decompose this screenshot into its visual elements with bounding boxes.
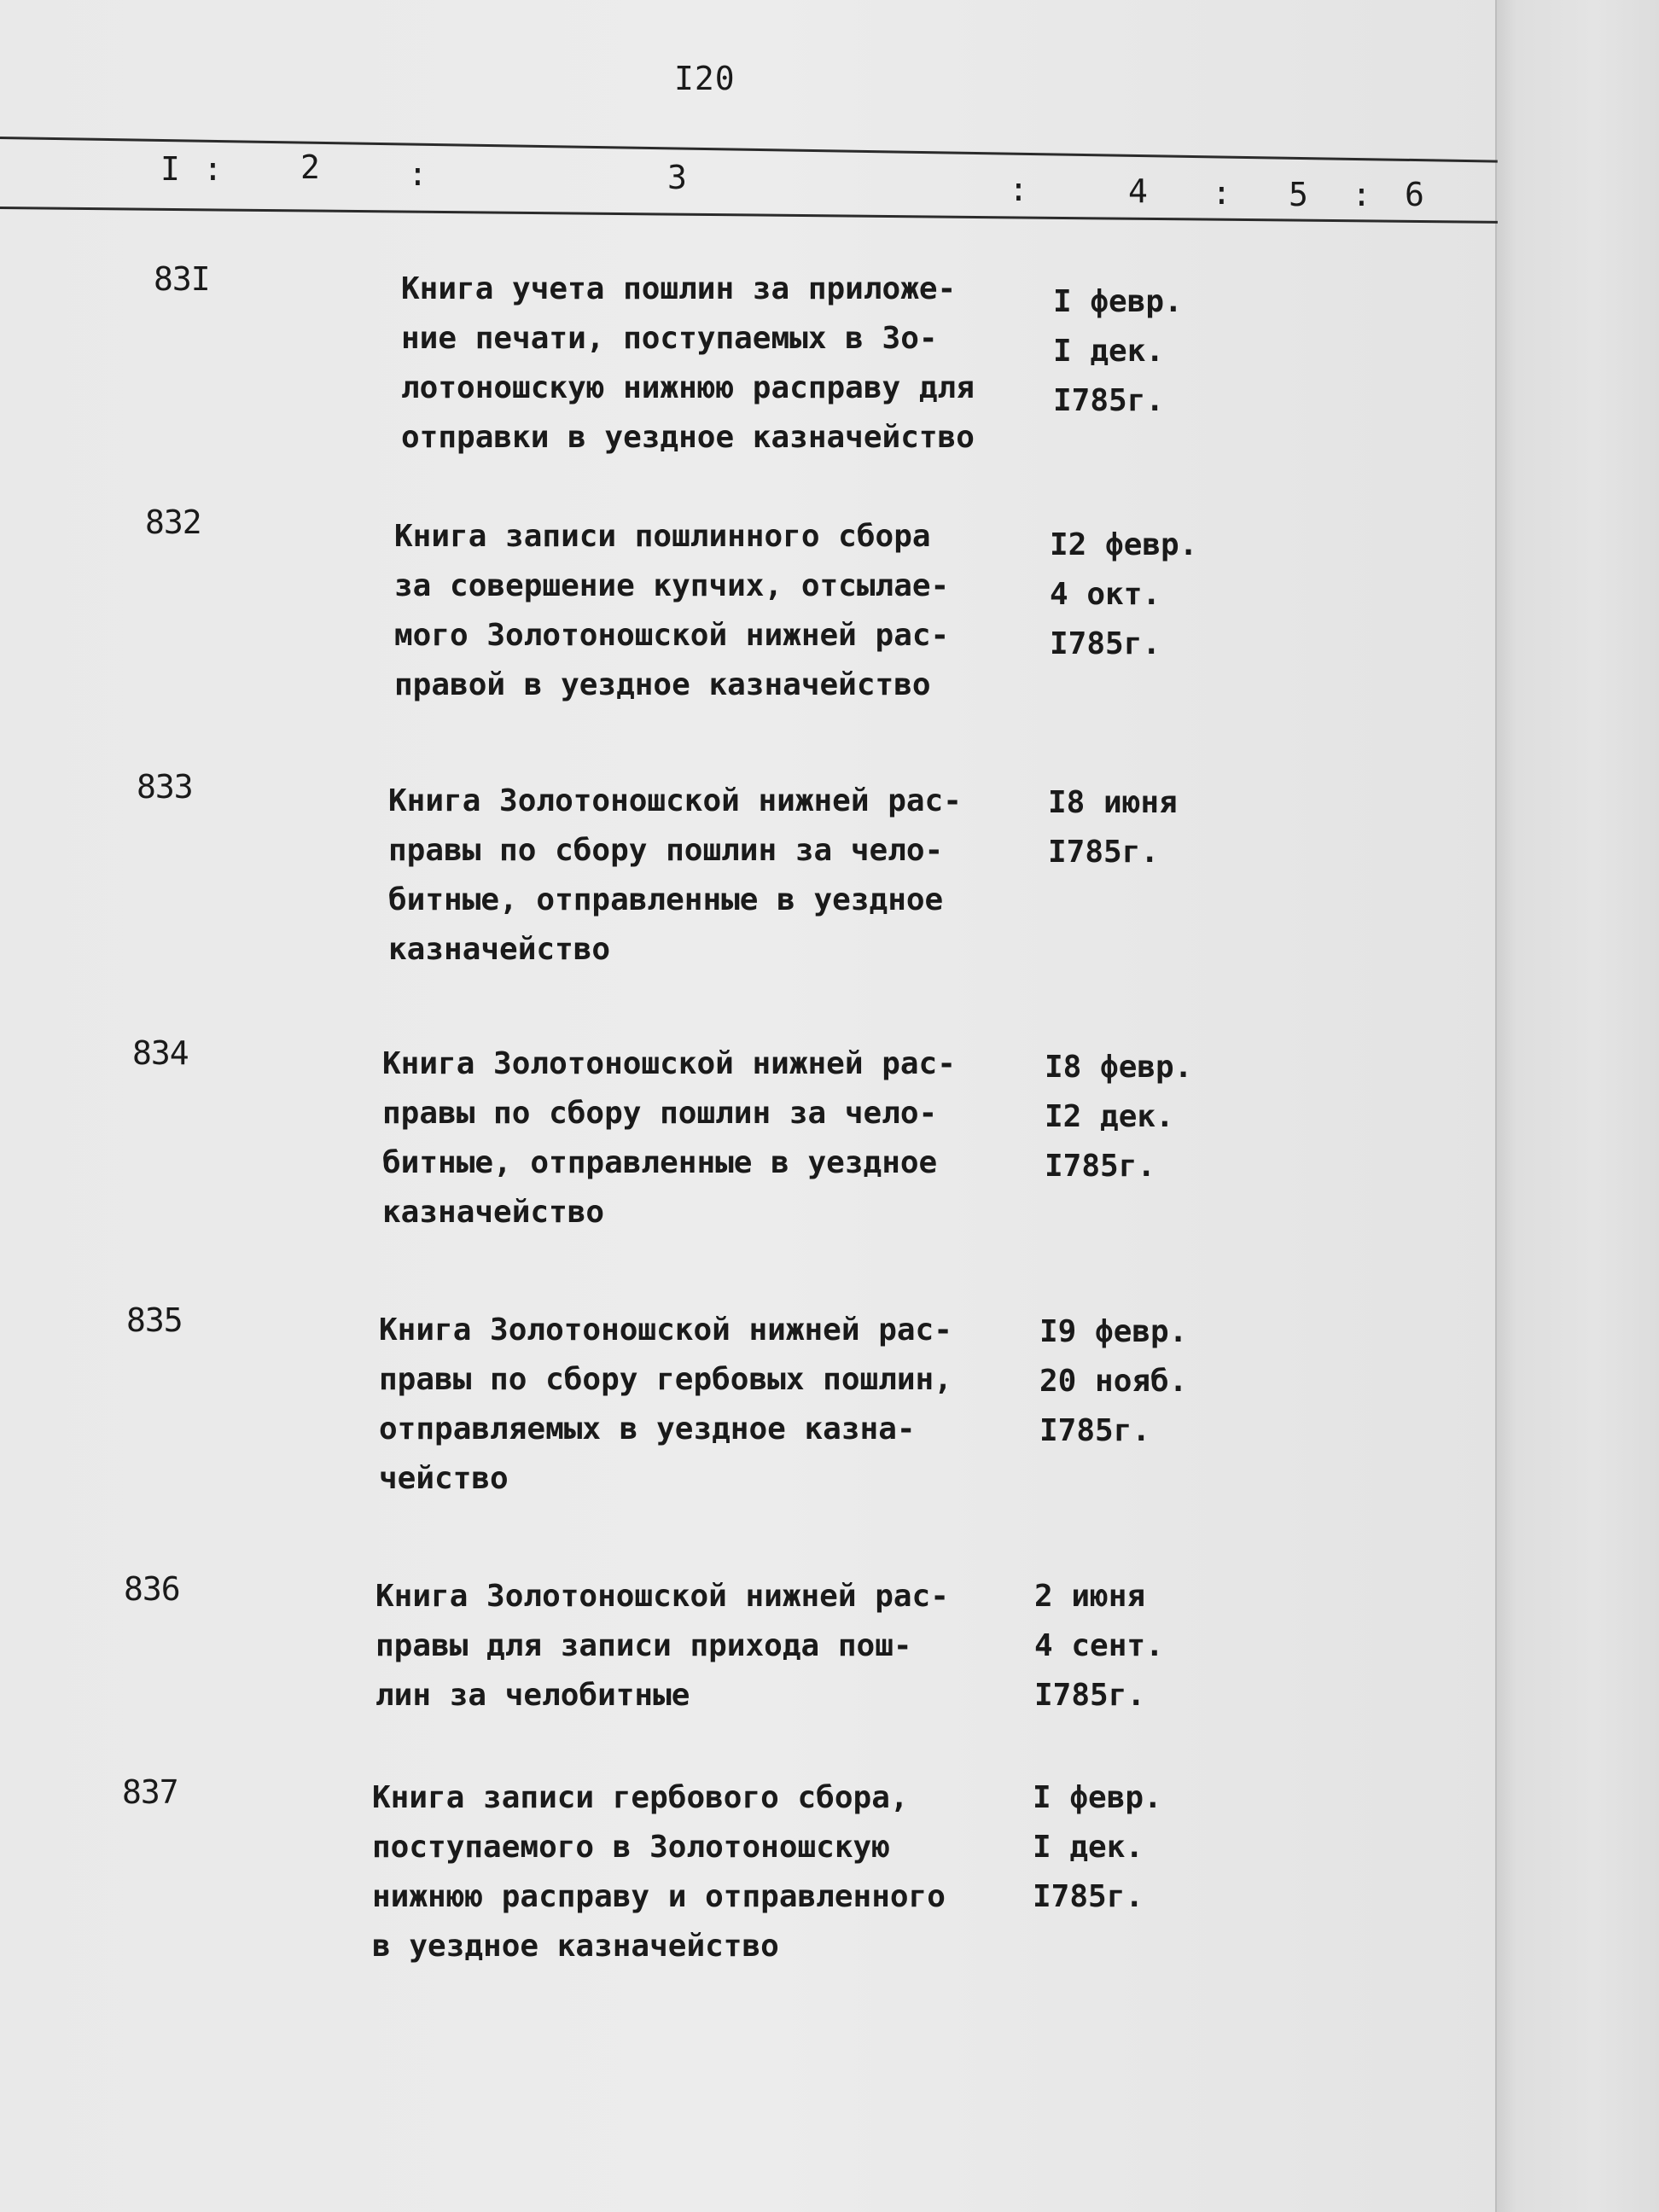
column-separator: : [1352, 176, 1371, 213]
column-header-2: 2 [300, 148, 320, 186]
record-title-line: Книга Золотоношской нижней рас- [382, 1046, 956, 1081]
record-title-line: правой в уездное казначейство [394, 667, 931, 702]
record-number: 836 [124, 1570, 180, 1608]
record-dates [1045, 1043, 1192, 1191]
record-number: 83I [154, 260, 210, 298]
record-date-line: I785г. [1050, 626, 1161, 661]
record-dates [1048, 778, 1178, 877]
column-separator: : [408, 155, 428, 193]
record-title-line: лин за челобитные [375, 1678, 690, 1713]
record-title-line: Книга Золотоношской нижней рас- [388, 783, 962, 818]
record-title-line: правы по сбору пошлин за чело- [388, 833, 944, 868]
record-title-line: отправляемых в уездное казна- [379, 1412, 916, 1447]
record-date-line: I дек. [1053, 334, 1165, 369]
record-title-line: лотоношскую нижнюю расправу для [401, 370, 975, 405]
record-dates [1053, 277, 1183, 426]
record-title-line: мого Золотоношской нижней рас- [394, 618, 950, 653]
record-date-line: I февр. [1033, 1780, 1162, 1815]
record-title-line: казначейство [382, 1195, 605, 1230]
record-title-line: в уездное казначейство [372, 1929, 779, 1964]
column-separator: : [1009, 171, 1028, 208]
record-title-line: битные, отправленные в уездное [382, 1145, 938, 1180]
record-date-line: I785г. [1033, 1879, 1144, 1914]
record-date-line: I дек. [1033, 1830, 1144, 1865]
record-date-line: I785г. [1039, 1413, 1151, 1448]
record-title-line: за совершение купчих, отсылае- [394, 568, 950, 603]
column-header-5: 5 [1289, 176, 1308, 213]
column-header-6: 6 [1405, 176, 1424, 213]
record-date-line: I785г. [1048, 835, 1160, 870]
record-title-line: казначейство [388, 932, 611, 967]
record-title [388, 777, 962, 975]
record-date-line: I февр. [1053, 284, 1183, 319]
record-title-line: правы по сбору пошлин за чело- [382, 1096, 938, 1131]
record-title-line: ние печати, поступаемых в Зо- [401, 321, 938, 356]
record-number: 833 [137, 768, 193, 806]
record-dates [1039, 1307, 1187, 1456]
record-title-line: битные, отправленные в уездное [388, 882, 944, 917]
page-number: I20 [674, 60, 736, 97]
record-number: 837 [122, 1773, 178, 1811]
record-title [379, 1306, 952, 1504]
record-title-line: поступаемого в Золотоношскую [372, 1830, 890, 1865]
record-dates [1034, 1572, 1164, 1720]
column-separator: : [203, 150, 223, 188]
column-header-3: 3 [667, 159, 687, 196]
record-number: 835 [126, 1301, 183, 1339]
record-date-line: I2 февр. [1050, 527, 1198, 562]
record-title [372, 1773, 946, 1971]
record-date-line: I8 июня [1048, 785, 1178, 820]
record-dates [1033, 1773, 1162, 1922]
record-title-line: Книга Золотоношской нижней рас- [379, 1313, 952, 1348]
record-dates [1050, 521, 1197, 669]
record-title [394, 512, 949, 710]
record-date-line: 4 окт. [1050, 577, 1161, 612]
record-title [382, 1039, 956, 1237]
record-title-line: Книга записи пошлинного сбора [394, 519, 931, 554]
record-number: 834 [132, 1034, 189, 1072]
record-date-line: 2 июня [1034, 1579, 1146, 1614]
record-title [375, 1572, 949, 1720]
column-header-4: 4 [1128, 172, 1148, 210]
record-title-line: Книга Золотоношской нижней рас- [375, 1579, 949, 1614]
record-title-line: чейство [379, 1461, 509, 1496]
record-title-line: нижнюю расправу и отправленного [372, 1879, 946, 1914]
record-title-line: отправки в уездное казначейство [401, 420, 975, 455]
column-header-1: I [160, 150, 180, 188]
record-title-line: Книга записи гербового сбора, [372, 1780, 909, 1815]
record-date-line: I785г. [1034, 1678, 1146, 1713]
record-date-line: I8 февр. [1045, 1050, 1193, 1085]
record-title-line: правы для записи прихода пош- [375, 1628, 912, 1663]
record-date-line: I785г. [1045, 1149, 1156, 1184]
record-date-line: 4 сент. [1034, 1628, 1164, 1663]
record-title-line: правы по сбору гербовых пошлин, [379, 1362, 952, 1397]
next-page-edge [1495, 0, 1659, 2212]
record-number: 832 [145, 504, 201, 541]
record-date-line: I2 дек. [1045, 1099, 1174, 1134]
record-date-line: I785г. [1053, 383, 1165, 418]
column-separator: : [1212, 174, 1231, 212]
record-date-line: I9 февр. [1039, 1314, 1188, 1349]
record-title [401, 265, 975, 463]
record-title-line: Книга учета пошлин за приложе- [401, 271, 957, 306]
record-date-line: 20 нояб. [1039, 1364, 1188, 1399]
